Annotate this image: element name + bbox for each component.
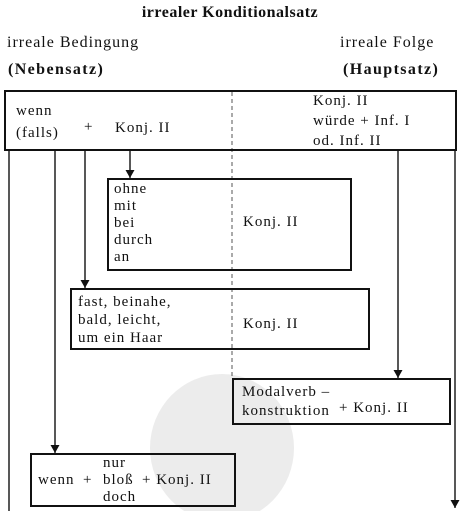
particle-box (30, 453, 236, 507)
plus-sign: + (83, 472, 93, 488)
modal-item: konstruktion (242, 403, 330, 419)
particle-item: nur (103, 455, 126, 471)
consequence-clause-label: (Hauptsatz) (343, 61, 440, 78)
modal-item: Modalverb – (242, 384, 331, 400)
preposition-box (107, 178, 352, 271)
consequence-header-label: irreale Folge (340, 34, 435, 51)
particle-item: doch (103, 489, 137, 505)
condition-mood: Konj. II (115, 120, 171, 136)
consequence-form: würde + Inf. I (313, 113, 411, 129)
adverb-mood: Konj. II (243, 316, 299, 332)
plus-sign: + (84, 119, 94, 135)
main-conditional-box (4, 90, 457, 151)
diagram-title: irrealer Konditionalsatz (141, 4, 319, 21)
modal-verb-box (232, 378, 451, 425)
preposition-item: ohne (114, 181, 148, 197)
condition-clause-label: (Nebensatz) (8, 61, 105, 78)
particle-conjunction: wenn (38, 472, 75, 488)
consequence-form: Konj. II (313, 93, 369, 109)
consequence-form: od. Inf. II (313, 133, 382, 149)
preposition-item: bei (114, 215, 136, 231)
conjunction-wenn: wenn (16, 103, 53, 119)
modal-mood: + Konj. II (339, 400, 409, 416)
preposition-mood: Konj. II (243, 214, 299, 230)
preposition-item: an (114, 249, 131, 265)
preposition-item: durch (114, 232, 154, 248)
condition-header-label: irreale Bedingung (7, 34, 140, 51)
conjunction-falls: (falls) (16, 125, 59, 141)
adverb-box (70, 288, 370, 350)
adverb-item: fast, beinahe, (78, 294, 172, 310)
particle-item: bloß (103, 472, 134, 488)
adverb-item: um ein Haar (78, 330, 164, 346)
adverb-item: bald, leicht, (78, 312, 162, 328)
particle-mood: + Konj. II (142, 472, 212, 488)
preposition-item: mit (114, 198, 138, 214)
